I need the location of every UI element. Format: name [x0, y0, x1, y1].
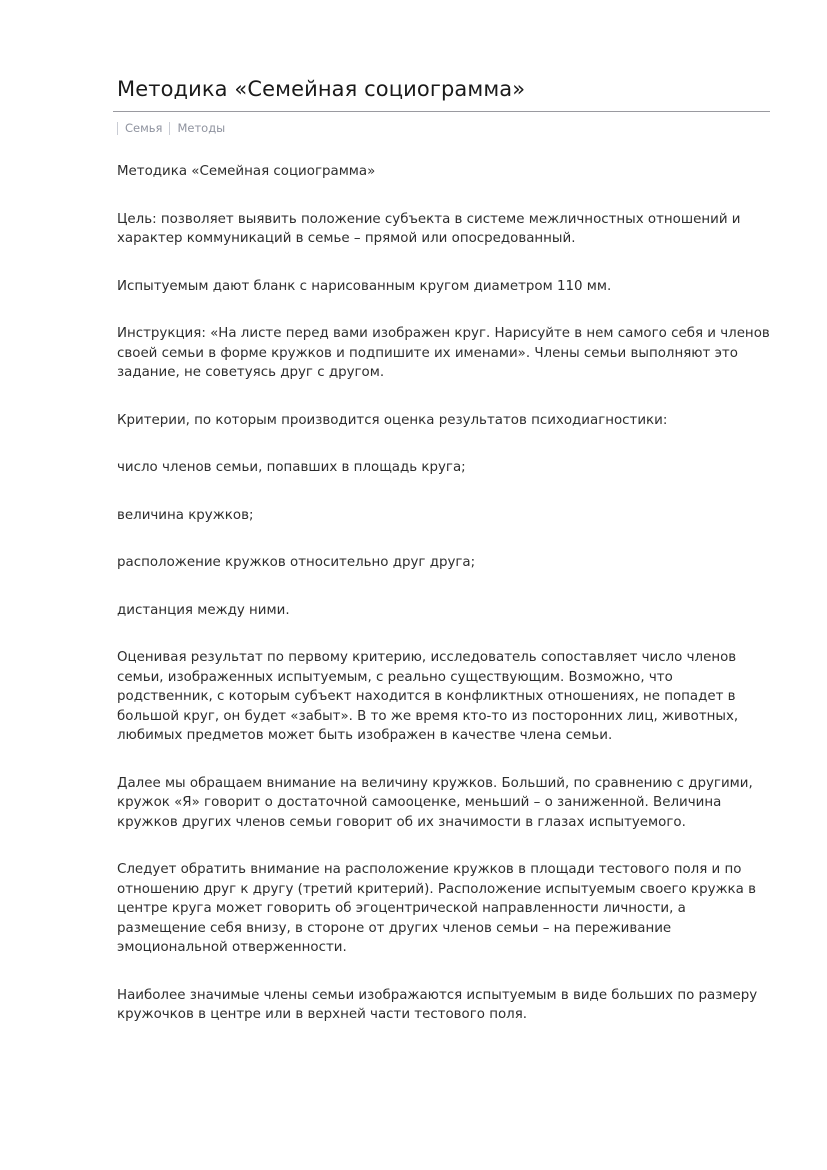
document-content — [113, 76, 770, 1025]
breadcrumb — [113, 112, 770, 136]
breadcrumb-item-label: Семья — [125, 121, 163, 136]
breadcrumb-separator-icon — [169, 122, 170, 135]
paragraph: величина кружков; — [117, 507, 254, 523]
paragraph: дистанция между ними. — [117, 602, 290, 618]
paragraph: Методика «Семейная социограмма» — [117, 164, 376, 180]
breadcrumb-item-label: Методы — [177, 121, 226, 136]
paragraph: Следует обратить внимание на расположение кружков в площади тестового поля и по отношению друг к другу (третий критерий). Расположение испытуемым своего кружка в центре круга может говорить об эгоцентрической направленности личности, а размещение себя внизу, в стороне от других членов семьи – на переживание эмоциональной отверженности. — [117, 862, 757, 956]
breadcrumb-item-semya[interactable] — [117, 120, 169, 136]
breadcrumb-separator-icon — [117, 122, 118, 135]
page-title: Методика «Семейная социограмма» — [113, 76, 770, 112]
paragraph: Инструкция: «На листе перед вами изображен круг. Нарисуйте в нем самого себя и членов своей семьи в форме кружков и подпишите их именами». Члены семьи выполняют это задание, не советуясь друг с другом. — [117, 326, 770, 381]
paragraph: Наиболее значимые члены семьи изображаются испытуемым в виде больших по размеру кружочков в центре или в верхней части тестового поля. — [117, 987, 758, 1023]
paragraph: Испытуемым дают бланк с нарисованным кругом диаметром 110 мм. — [117, 278, 612, 294]
paragraph: Далее мы обращаем внимание на величину кружков. Больший, по сравнению с другими, кружок «Я» говорит о достаточной самооценке, меньший – о заниженной. Величина кружков других членов семьи говорит об их значимости в глазах испытуемого. — [117, 775, 753, 830]
paragraph: Критерии, по которым производится оценка результатов психодиагностики: — [117, 412, 668, 428]
breadcrumb-item-metody[interactable] — [169, 120, 232, 136]
paragraph: Цель: позволяет выявить положение субъекта в системе межличностных отношений и характер коммуникаций в семье – прямой или опосредованный. — [117, 211, 741, 247]
article-body — [113, 162, 770, 1025]
paragraph: Оценивая результат по первому критерию, исследователь сопоставляет число членов семьи, изображенных испытуемым, с реально существующим. Возможно, что родственник, с которым субъект находится в конфликтных отношениях, не попадет в большой круг, он будет «забыт». В то же время кто-то из посторонних лиц, животных, любимых предметов может быть изображен в качестве члена семьи. — [117, 650, 739, 744]
paragraph: число членов семьи, попавших в площадь круга; — [117, 460, 466, 476]
paragraph: расположение кружков относительно друг друга; — [117, 555, 476, 571]
